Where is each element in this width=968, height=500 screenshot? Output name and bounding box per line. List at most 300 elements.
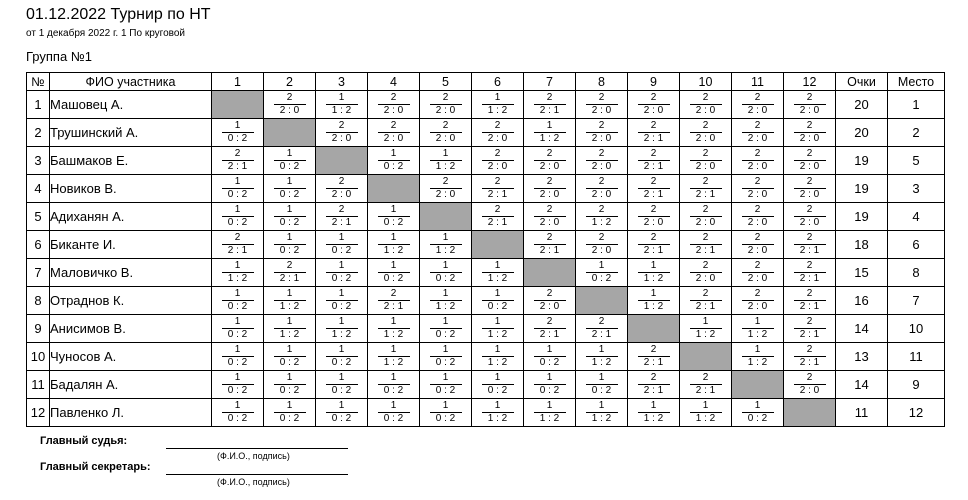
column-header: 6: [472, 73, 524, 91]
match-score: 1 : 2: [487, 329, 508, 340]
match-score: 1 : 2: [383, 245, 404, 256]
match-result-cell: [680, 287, 732, 315]
final-place: 11: [888, 343, 945, 371]
match-score: 2 : 0: [799, 133, 820, 144]
match-points: 2: [742, 204, 774, 217]
match-score: 2 : 1: [331, 217, 352, 228]
match-points: 2: [326, 176, 358, 189]
match-result-cell: [316, 203, 368, 231]
match-score: 2 : 0: [747, 161, 768, 172]
group-title: Группа №1: [26, 49, 92, 64]
match-score: 2 : 0: [799, 385, 820, 396]
column-header: 1: [212, 73, 264, 91]
match-result-cell: [732, 175, 784, 203]
match-score: 0 : 2: [227, 357, 248, 368]
match-score: 2 : 0: [331, 133, 352, 144]
match-result-cell: [628, 119, 680, 147]
column-header: ФИО участника: [50, 73, 212, 91]
match-points: 2: [690, 372, 722, 385]
match-score: 1 : 2: [487, 413, 508, 424]
match-points: 2: [430, 92, 462, 105]
match-result-cell: [264, 371, 316, 399]
match-points: 1: [222, 176, 254, 189]
match-score: 2 : 0: [747, 217, 768, 228]
match-result-cell: [784, 203, 836, 231]
match-result-cell: [212, 287, 264, 315]
match-points: 2: [742, 92, 774, 105]
match-score: 0 : 2: [279, 413, 300, 424]
match-score: 2 : 0: [435, 105, 456, 116]
match-points: 2: [742, 260, 774, 273]
total-points: 13: [836, 343, 888, 371]
match-points: 1: [534, 120, 566, 133]
match-result-cell: [732, 203, 784, 231]
match-points: 2: [482, 176, 514, 189]
match-score: 1 : 2: [591, 413, 612, 424]
match-score: 2 : 1: [695, 245, 716, 256]
match-score: 2 : 1: [799, 357, 820, 368]
match-result-cell: [472, 259, 524, 287]
match-score: 1 : 2: [383, 357, 404, 368]
match-score: 2 : 1: [643, 161, 664, 172]
match-points: 1: [482, 344, 514, 357]
match-result-cell: [784, 231, 836, 259]
match-points: 1: [638, 288, 670, 301]
match-points: 2: [794, 92, 826, 105]
match-result-cell: [628, 399, 680, 427]
match-points: 2: [690, 204, 722, 217]
match-result-cell: [472, 371, 524, 399]
match-points: 1: [586, 260, 618, 273]
match-result-cell: [316, 399, 368, 427]
row-number: 11: [27, 371, 50, 399]
match-score: 2 : 0: [747, 301, 768, 312]
match-result-cell: [212, 371, 264, 399]
match-result-cell: [628, 259, 680, 287]
match-result-cell: [420, 119, 472, 147]
total-points: 20: [836, 91, 888, 119]
match-result-cell: [784, 371, 836, 399]
match-score: 2 : 0: [643, 105, 664, 116]
match-points: 1: [274, 400, 306, 413]
match-result-cell: [368, 147, 420, 175]
match-score: 2 : 1: [227, 161, 248, 172]
match-result-cell: [576, 371, 628, 399]
participant-name: Бадалян А.: [50, 371, 212, 399]
match-score: 0 : 2: [331, 301, 352, 312]
row-number: 6: [27, 231, 50, 259]
match-points: 2: [638, 148, 670, 161]
match-result-cell: [264, 259, 316, 287]
match-result-cell: [472, 175, 524, 203]
match-result-cell: [420, 315, 472, 343]
match-points: 2: [482, 148, 514, 161]
match-points: 1: [378, 316, 410, 329]
match-result-cell: [212, 315, 264, 343]
row-number: 4: [27, 175, 50, 203]
match-points: 2: [586, 176, 618, 189]
total-points: 16: [836, 287, 888, 315]
match-score: 2 : 0: [591, 245, 612, 256]
match-points: 2: [794, 204, 826, 217]
match-result-cell: [316, 231, 368, 259]
match-result-cell: [680, 259, 732, 287]
match-points: 1: [222, 344, 254, 357]
match-score: 0 : 2: [227, 217, 248, 228]
match-score: 1 : 2: [747, 357, 768, 368]
match-points: 1: [534, 344, 566, 357]
chief-secretary-hint: (Ф.И.О., подпись): [217, 477, 290, 487]
chief-judge-label: Главный судья:: [40, 435, 128, 447]
match-score: 2 : 1: [591, 329, 612, 340]
participant-name: Биканте И.: [50, 231, 212, 259]
final-place: 2: [888, 119, 945, 147]
match-points: 2: [690, 176, 722, 189]
match-result-cell: [524, 231, 576, 259]
match-result-cell: [264, 175, 316, 203]
match-result-cell: [784, 91, 836, 119]
match-result-cell: [732, 343, 784, 371]
match-result-cell: [524, 203, 576, 231]
match-points: 2: [326, 204, 358, 217]
match-points: 2: [534, 316, 566, 329]
final-place: 6: [888, 231, 945, 259]
match-points: 1: [326, 232, 358, 245]
match-score: 0 : 2: [331, 357, 352, 368]
match-score: 2 : 0: [331, 189, 352, 200]
match-points: 2: [482, 120, 514, 133]
match-result-cell: [628, 203, 680, 231]
match-score: 2 : 0: [591, 189, 612, 200]
match-result-cell: [316, 119, 368, 147]
match-result-cell: [576, 119, 628, 147]
match-points: 2: [690, 260, 722, 273]
match-score: 2 : 1: [799, 273, 820, 284]
final-place: 7: [888, 287, 945, 315]
match-points: 2: [326, 120, 358, 133]
row-number: 7: [27, 259, 50, 287]
match-score: 0 : 2: [227, 133, 248, 144]
match-score: 0 : 2: [487, 301, 508, 312]
match-points: 1: [274, 232, 306, 245]
match-points: 1: [378, 372, 410, 385]
participant-name: Чуносов А.: [50, 343, 212, 371]
match-score: 1 : 2: [643, 301, 664, 312]
match-points: 2: [742, 288, 774, 301]
match-result-cell: [212, 147, 264, 175]
match-result-cell: [264, 91, 316, 119]
match-points: 2: [638, 120, 670, 133]
match-score: 1 : 2: [487, 273, 508, 284]
row-number: 3: [27, 147, 50, 175]
final-place: 9: [888, 371, 945, 399]
match-result-cell: [784, 119, 836, 147]
match-result-cell: [420, 287, 472, 315]
match-result-cell: [524, 91, 576, 119]
match-points: 2: [742, 176, 774, 189]
match-points: 1: [638, 400, 670, 413]
match-points: 1: [274, 176, 306, 189]
match-result-cell: [524, 147, 576, 175]
match-score: 0 : 2: [279, 385, 300, 396]
table-row: [27, 287, 945, 315]
match-points: 2: [222, 148, 254, 161]
match-score: 1 : 2: [435, 301, 456, 312]
match-score: 2 : 1: [539, 329, 560, 340]
match-score: 2 : 1: [695, 189, 716, 200]
match-points: 2: [534, 232, 566, 245]
match-score: 0 : 2: [591, 385, 612, 396]
table-row: [27, 371, 945, 399]
match-result-cell: [576, 231, 628, 259]
match-score: 0 : 2: [383, 413, 404, 424]
match-score: 1 : 2: [383, 329, 404, 340]
match-points: 2: [638, 204, 670, 217]
match-result-cell: [212, 203, 264, 231]
match-points: 1: [326, 316, 358, 329]
match-score: 1 : 2: [435, 161, 456, 172]
match-points: 1: [586, 372, 618, 385]
match-points: 1: [430, 344, 462, 357]
match-score: 0 : 2: [747, 413, 768, 424]
match-score: 1 : 2: [747, 329, 768, 340]
match-result-cell: [368, 259, 420, 287]
match-score: 0 : 2: [435, 329, 456, 340]
match-score: 0 : 2: [331, 245, 352, 256]
match-points: 1: [274, 288, 306, 301]
match-points: 2: [794, 316, 826, 329]
match-result-cell: [264, 287, 316, 315]
match-points: 2: [274, 92, 306, 105]
match-points: 1: [222, 120, 254, 133]
match-result-cell: [212, 119, 264, 147]
match-points: 1: [690, 316, 722, 329]
match-result-cell: [264, 147, 316, 175]
match-score: 0 : 2: [591, 273, 612, 284]
match-result-cell: [680, 231, 732, 259]
chief-secretary-signature-line: [166, 474, 348, 475]
row-number: 10: [27, 343, 50, 371]
match-score: 2 : 0: [747, 273, 768, 284]
match-points: 1: [326, 400, 358, 413]
match-result-cell: [524, 119, 576, 147]
match-result-cell: [784, 147, 836, 175]
match-points: 1: [222, 260, 254, 273]
match-result-cell: [420, 343, 472, 371]
match-points: 1: [222, 372, 254, 385]
self-match-cell: [212, 91, 264, 119]
match-result-cell: [576, 147, 628, 175]
column-header: 3: [316, 73, 368, 91]
match-score: 2 : 0: [695, 273, 716, 284]
match-points: 2: [638, 232, 670, 245]
match-result-cell: [264, 343, 316, 371]
match-score: 2 : 1: [695, 301, 716, 312]
match-points: 1: [274, 344, 306, 357]
match-points: 1: [378, 148, 410, 161]
match-result-cell: [524, 315, 576, 343]
match-result-cell: [316, 371, 368, 399]
match-result-cell: [784, 175, 836, 203]
total-points: 19: [836, 147, 888, 175]
column-header: 9: [628, 73, 680, 91]
match-score: 2 : 0: [487, 133, 508, 144]
match-points: 1: [430, 316, 462, 329]
match-points: 2: [534, 92, 566, 105]
match-result-cell: [680, 119, 732, 147]
match-score: 0 : 2: [435, 385, 456, 396]
match-result-cell: [628, 91, 680, 119]
self-match-cell: [784, 399, 836, 427]
column-header: 4: [368, 73, 420, 91]
total-points: 14: [836, 371, 888, 399]
match-points: 1: [222, 204, 254, 217]
final-place: 10: [888, 315, 945, 343]
match-result-cell: [628, 147, 680, 175]
match-points: 1: [326, 260, 358, 273]
match-score: 0 : 2: [331, 273, 352, 284]
match-points: 1: [742, 344, 774, 357]
match-result-cell: [212, 259, 264, 287]
match-points: 1: [742, 316, 774, 329]
match-score: 2 : 1: [539, 245, 560, 256]
match-points: 1: [274, 372, 306, 385]
table-row: [27, 203, 945, 231]
match-score: 2 : 0: [487, 161, 508, 172]
match-score: 2 : 0: [799, 105, 820, 116]
match-result-cell: [732, 147, 784, 175]
match-result-cell: [680, 371, 732, 399]
match-score: 2 : 1: [539, 105, 560, 116]
final-place: 5: [888, 147, 945, 175]
match-points: 2: [378, 92, 410, 105]
match-result-cell: [576, 399, 628, 427]
match-points: 1: [430, 288, 462, 301]
final-place: 1: [888, 91, 945, 119]
match-points: 2: [586, 92, 618, 105]
match-result-cell: [524, 343, 576, 371]
match-result-cell: [368, 315, 420, 343]
match-result-cell: [316, 287, 368, 315]
row-number: 2: [27, 119, 50, 147]
match-score: 1 : 2: [331, 329, 352, 340]
match-points: 2: [222, 232, 254, 245]
match-points: 1: [482, 92, 514, 105]
match-score: 2 : 0: [747, 133, 768, 144]
match-score: 2 : 1: [487, 217, 508, 228]
match-points: 2: [534, 204, 566, 217]
total-points: 15: [836, 259, 888, 287]
match-score: 1 : 2: [539, 413, 560, 424]
match-result-cell: [212, 231, 264, 259]
match-points: 2: [794, 372, 826, 385]
match-points: 1: [586, 344, 618, 357]
match-points: 1: [222, 288, 254, 301]
match-result-cell: [472, 399, 524, 427]
participant-name: Отраднов К.: [50, 287, 212, 315]
match-score: 2 : 1: [643, 133, 664, 144]
match-score: 0 : 2: [279, 217, 300, 228]
match-points: 2: [794, 120, 826, 133]
match-result-cell: [524, 287, 576, 315]
match-score: 0 : 2: [383, 217, 404, 228]
match-score: 0 : 2: [383, 273, 404, 284]
match-points: 1: [742, 400, 774, 413]
self-match-cell: [732, 371, 784, 399]
match-result-cell: [368, 91, 420, 119]
row-number: 5: [27, 203, 50, 231]
match-points: 1: [378, 344, 410, 357]
match-points: 1: [222, 400, 254, 413]
match-score: 1 : 2: [331, 105, 352, 116]
match-points: 2: [742, 148, 774, 161]
table-header-row: [27, 73, 945, 91]
total-points: 19: [836, 175, 888, 203]
participant-name: Башмаков Е.: [50, 147, 212, 175]
table-row: [27, 91, 945, 119]
match-score: 1 : 2: [643, 273, 664, 284]
match-points: 1: [482, 260, 514, 273]
table-row: [27, 259, 945, 287]
match-result-cell: [420, 147, 472, 175]
column-header: 5: [420, 73, 472, 91]
match-points: 2: [690, 92, 722, 105]
match-points: 2: [690, 288, 722, 301]
match-points: 2: [586, 232, 618, 245]
match-points: 1: [274, 204, 306, 217]
match-score: 0 : 2: [227, 301, 248, 312]
match-result-cell: [524, 399, 576, 427]
chief-judge-signature-line: [166, 448, 348, 449]
match-points: 1: [430, 148, 462, 161]
match-result-cell: [524, 175, 576, 203]
self-match-cell: [316, 147, 368, 175]
self-match-cell: [264, 119, 316, 147]
match-score: 1 : 2: [279, 301, 300, 312]
match-result-cell: [576, 343, 628, 371]
match-result-cell: [472, 287, 524, 315]
match-result-cell: [732, 231, 784, 259]
match-result-cell: [732, 259, 784, 287]
match-score: 2 : 0: [539, 301, 560, 312]
total-points: 19: [836, 203, 888, 231]
row-number: 8: [27, 287, 50, 315]
match-result-cell: [368, 371, 420, 399]
match-score: 0 : 2: [539, 357, 560, 368]
match-result-cell: [472, 343, 524, 371]
match-result-cell: [472, 91, 524, 119]
match-score: 0 : 2: [383, 385, 404, 396]
match-score: 2 : 0: [383, 105, 404, 116]
participant-name: Машовец А.: [50, 91, 212, 119]
match-points: 1: [326, 344, 358, 357]
match-result-cell: [784, 287, 836, 315]
column-header: 12: [784, 73, 836, 91]
match-points: 1: [586, 400, 618, 413]
match-score: 1 : 2: [487, 357, 508, 368]
match-result-cell: [264, 231, 316, 259]
match-result-cell: [420, 371, 472, 399]
total-points: 20: [836, 119, 888, 147]
match-points: 2: [534, 176, 566, 189]
match-score: 0 : 2: [487, 385, 508, 396]
match-points: 1: [482, 400, 514, 413]
match-result-cell: [420, 231, 472, 259]
match-points: 1: [326, 92, 358, 105]
match-points: 2: [534, 288, 566, 301]
match-result-cell: [368, 203, 420, 231]
match-points: 1: [378, 204, 410, 217]
